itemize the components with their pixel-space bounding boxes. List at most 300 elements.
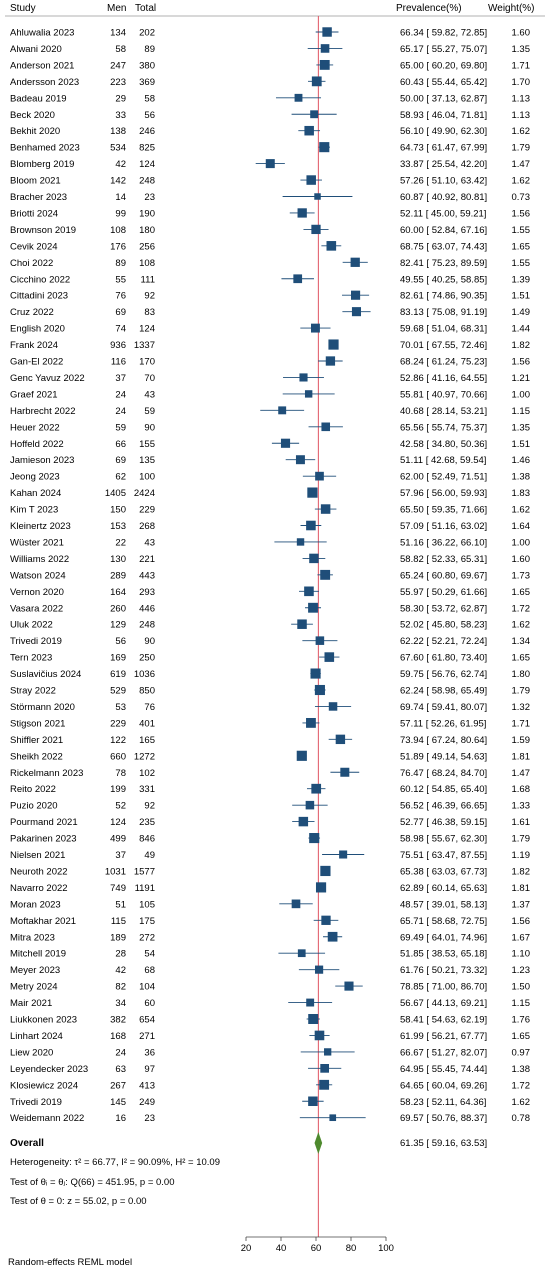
total-count: 413 bbox=[139, 1080, 155, 1092]
study-name: Jamieson 2023 bbox=[10, 455, 75, 467]
weight-value: 1.61 bbox=[511, 817, 530, 829]
prevalence-ci-text: 60.43 [ 55.44, 65.42] bbox=[400, 76, 488, 88]
prevalence-ci-text: 68.75 [ 63.07, 74.43] bbox=[400, 241, 488, 253]
weight-value: 1.65 bbox=[511, 1030, 530, 1042]
men-count: 130 bbox=[110, 553, 126, 565]
study-row bbox=[10, 784, 530, 795]
total-count: 56 bbox=[144, 109, 155, 121]
men-count: 29 bbox=[115, 93, 126, 105]
estimate-marker bbox=[308, 1014, 318, 1024]
men-count: 62 bbox=[115, 471, 126, 483]
men-count: 124 bbox=[110, 817, 126, 829]
estimate-marker bbox=[352, 307, 361, 316]
prevalence-ci-text: 58.41 [ 54.63, 62.19] bbox=[400, 1014, 488, 1026]
prevalence-ci-text: 66.67 [ 51.27, 82.07] bbox=[400, 1047, 488, 1059]
prevalence-ci-text: 70.01 [ 67.55, 72.46] bbox=[400, 340, 488, 352]
weight-value: 1.49 bbox=[511, 307, 530, 319]
estimate-marker bbox=[326, 356, 335, 365]
study-row bbox=[10, 1080, 530, 1091]
total-count: 1577 bbox=[133, 866, 155, 878]
study-row bbox=[10, 126, 530, 137]
study-row bbox=[10, 537, 530, 548]
weight-value: 1.44 bbox=[511, 323, 530, 335]
weight-value: 1.51 bbox=[511, 290, 530, 302]
men-count: 129 bbox=[110, 619, 126, 631]
study-name: Watson 2024 bbox=[10, 570, 66, 582]
estimate-marker bbox=[327, 241, 337, 251]
estimate-marker bbox=[328, 339, 338, 349]
study-row bbox=[10, 324, 530, 335]
study-row bbox=[10, 389, 530, 400]
estimate-marker bbox=[328, 932, 338, 942]
study-name: Andersson 2023 bbox=[10, 76, 80, 88]
prevalence-ci-text: 62.00 [ 52.49, 71.51] bbox=[400, 471, 488, 483]
prevalence-ci-text: 73.94 [ 67.24, 80.64] bbox=[400, 734, 488, 746]
weight-value: 1.19 bbox=[511, 850, 530, 861]
weight-value: 1.67 bbox=[511, 932, 530, 944]
weight-value: 1.64 bbox=[511, 521, 530, 532]
men-count: 56 bbox=[115, 636, 126, 648]
weight-value: 1.21 bbox=[511, 372, 530, 384]
total-count: 202 bbox=[139, 27, 155, 39]
study-row bbox=[10, 718, 530, 729]
weight-value: 1.79 bbox=[511, 142, 530, 154]
men-count: 260 bbox=[110, 603, 126, 615]
prevalence-ci-text: 58.82 [ 52.33, 65.31] bbox=[400, 553, 488, 565]
column-headers bbox=[10, 3, 535, 14]
weight-value: 1.50 bbox=[511, 981, 530, 993]
study-row bbox=[10, 487, 530, 499]
estimate-marker bbox=[309, 554, 318, 563]
men-count: 76 bbox=[115, 290, 126, 302]
total-count: 108 bbox=[139, 257, 155, 269]
weight-value: 1.47 bbox=[511, 767, 530, 779]
weight-value: 1.35 bbox=[511, 43, 530, 55]
men-count: 936 bbox=[110, 340, 126, 352]
weight-value: 1.39 bbox=[511, 274, 530, 286]
prevalence-ci-text: 66.34 [ 59.82, 72.85] bbox=[400, 27, 488, 39]
total-count: 825 bbox=[139, 142, 155, 154]
overall-label: Overall bbox=[10, 1138, 44, 1149]
men-count: 382 bbox=[110, 1014, 126, 1026]
study-row bbox=[10, 60, 530, 71]
study-row bbox=[10, 339, 530, 351]
weight-value: 1.10 bbox=[511, 948, 530, 960]
total-count: 850 bbox=[139, 685, 155, 697]
men-count: 267 bbox=[110, 1080, 126, 1092]
weight-value: 0.73 bbox=[511, 192, 530, 203]
prevalence-ci-text: 82.41 [ 75.23, 89.59] bbox=[400, 257, 488, 269]
total-count: 446 bbox=[139, 603, 155, 615]
study-row bbox=[10, 751, 530, 763]
study-name: Pakarinen 2023 bbox=[10, 833, 77, 845]
total-count: 1191 bbox=[134, 882, 155, 894]
prevalence-ci-text: 65.50 [ 59.35, 71.66] bbox=[400, 504, 488, 516]
study-name: Trivedi 2019 bbox=[10, 1096, 62, 1108]
weight-value: 1.55 bbox=[511, 224, 530, 236]
study-row bbox=[10, 652, 530, 663]
prevalence-ci-text: 65.71 [ 58.68, 72.75] bbox=[400, 915, 488, 927]
prevalence-ci-text: 65.24 [ 60.80, 69.67] bbox=[400, 570, 488, 582]
estimate-marker bbox=[310, 110, 318, 118]
study-row bbox=[10, 1014, 530, 1025]
study-row bbox=[10, 356, 530, 367]
weight-value: 1.51 bbox=[511, 438, 530, 450]
x-tick-label: 100 bbox=[378, 1243, 394, 1254]
study-rows bbox=[10, 27, 530, 1124]
x-axis-ticks bbox=[241, 1237, 394, 1254]
estimate-marker bbox=[306, 801, 315, 810]
estimate-marker bbox=[281, 439, 290, 448]
prevalence-ci-text: 50.00 [ 37.13, 62.87] bbox=[400, 93, 488, 105]
prevalence-ci-text: 59.75 [ 56.76, 62.74] bbox=[400, 669, 488, 681]
study-row bbox=[10, 504, 530, 515]
estimate-marker bbox=[324, 1048, 331, 1055]
study-row bbox=[10, 586, 530, 597]
estimate-marker bbox=[306, 521, 316, 531]
prevalence-ci-text: 51.11 [ 42.68, 59.54] bbox=[400, 455, 487, 467]
men-count: 108 bbox=[110, 224, 126, 236]
study-row bbox=[10, 521, 530, 532]
study-name: Suslavičius 2024 bbox=[10, 669, 82, 681]
study-row bbox=[10, 982, 530, 993]
study-row bbox=[10, 850, 530, 861]
total-count: 268 bbox=[139, 521, 155, 532]
study-row bbox=[10, 817, 530, 828]
men-count: 14 bbox=[115, 192, 126, 203]
estimate-marker bbox=[351, 258, 360, 267]
men-count: 78 bbox=[115, 767, 126, 779]
men-count: 529 bbox=[110, 685, 126, 697]
total-count: 124 bbox=[139, 159, 155, 171]
men-count: 289 bbox=[110, 570, 126, 582]
total-count: 271 bbox=[139, 1030, 155, 1042]
men-count: 52 bbox=[115, 800, 126, 812]
study-row bbox=[10, 570, 530, 581]
estimate-marker bbox=[305, 390, 312, 397]
total-count: 89 bbox=[144, 43, 155, 55]
study-row bbox=[10, 735, 530, 746]
weight-value: 1.76 bbox=[511, 1014, 530, 1026]
prevalence-ci-text: 55.97 [ 50.29, 61.66] bbox=[400, 586, 488, 598]
men-count: 37 bbox=[115, 372, 126, 384]
total-count: 1272 bbox=[133, 751, 155, 763]
estimate-marker bbox=[336, 735, 345, 744]
study-row bbox=[10, 142, 530, 154]
estimate-marker bbox=[315, 685, 325, 695]
study-name: Stigson 2021 bbox=[10, 718, 66, 730]
study-name: Mitchell 2019 bbox=[10, 948, 66, 960]
weight-value: 0.78 bbox=[511, 1113, 530, 1125]
weight-value: 1.00 bbox=[511, 389, 530, 401]
study-name: Tern 2023 bbox=[10, 652, 53, 664]
total-count: 59 bbox=[144, 405, 155, 417]
prevalence-ci-text: 52.02 [ 45.80, 58.23] bbox=[400, 619, 488, 631]
total-count: 293 bbox=[139, 586, 155, 598]
men-count: 150 bbox=[110, 504, 126, 516]
header-study: Study bbox=[10, 3, 36, 14]
men-count: 66 bbox=[115, 438, 126, 450]
study-row bbox=[10, 27, 530, 38]
weight-value: 1.82 bbox=[511, 340, 530, 352]
estimate-marker bbox=[299, 817, 308, 826]
prevalence-ci-text: 82.61 [ 74.86, 90.35] bbox=[400, 290, 488, 302]
header-men: Men bbox=[107, 3, 127, 14]
prevalence-ci-text: 65.56 [ 55.74, 75.37] bbox=[400, 422, 488, 434]
estimate-marker bbox=[319, 1080, 329, 1090]
study-name: Cicchino 2022 bbox=[10, 274, 71, 286]
estimate-marker bbox=[321, 44, 330, 53]
study-row bbox=[10, 422, 530, 433]
estimate-marker bbox=[316, 882, 326, 892]
total-count: 1036 bbox=[133, 669, 155, 681]
weight-value: 1.79 bbox=[511, 833, 530, 845]
study-name: Wüster 2021 bbox=[10, 537, 64, 549]
statistics-notes bbox=[10, 1157, 220, 1207]
study-name: Puzio 2020 bbox=[10, 800, 58, 812]
total-count: 135 bbox=[139, 455, 155, 467]
study-name: Vasara 2022 bbox=[10, 603, 64, 615]
weight-value: 1.81 bbox=[511, 882, 530, 894]
study-name: Williams 2022 bbox=[10, 553, 70, 565]
prevalence-ci-text: 57.26 [ 51.10, 63.42] bbox=[400, 175, 488, 187]
weight-value: 1.38 bbox=[511, 1063, 530, 1075]
prevalence-ci-text: 52.11 [ 45.00, 59.21] bbox=[400, 208, 487, 220]
men-count: 42 bbox=[115, 159, 126, 171]
men-count: 22 bbox=[115, 537, 126, 549]
total-count: 248 bbox=[139, 175, 155, 187]
weight-value: 1.73 bbox=[511, 570, 530, 582]
estimate-marker bbox=[293, 274, 302, 283]
estimate-marker bbox=[307, 487, 317, 497]
total-count: 111 bbox=[140, 274, 155, 286]
study-name: Reito 2022 bbox=[10, 784, 56, 796]
study-row bbox=[10, 472, 530, 483]
men-count: 42 bbox=[115, 965, 126, 977]
prevalence-ci-text: 58.23 [ 52.11, 64.36] bbox=[400, 1096, 487, 1108]
study-name: Ahluwalia 2023 bbox=[10, 27, 75, 39]
estimate-marker bbox=[320, 866, 330, 876]
total-count: 180 bbox=[139, 224, 155, 236]
men-count: 24 bbox=[115, 389, 126, 401]
study-name: Kahan 2024 bbox=[10, 488, 62, 500]
estimate-marker bbox=[306, 175, 316, 185]
study-row bbox=[10, 916, 530, 927]
weight-value: 1.62 bbox=[511, 175, 530, 187]
total-count: 331 bbox=[139, 784, 155, 796]
weight-value: 1.33 bbox=[511, 800, 530, 812]
weight-value: 1.15 bbox=[511, 998, 530, 1010]
prevalence-ci-text: 58.30 [ 53.72, 62.87] bbox=[400, 603, 488, 615]
study-name: Briotti 2024 bbox=[10, 208, 59, 220]
study-name: Kleinertz 2023 bbox=[10, 521, 71, 532]
men-count: 153 bbox=[110, 521, 126, 532]
prevalence-ci-text: 56.52 [ 46.39, 66.65] bbox=[400, 800, 488, 812]
overall-test-note: Test of θ = 0: z = 55.02, p = 0.00 bbox=[10, 1196, 147, 1207]
study-row bbox=[10, 1113, 530, 1124]
total-count: 102 bbox=[139, 767, 155, 779]
study-name: English 2020 bbox=[10, 323, 65, 335]
estimate-marker bbox=[315, 472, 324, 481]
estimate-marker bbox=[321, 504, 331, 514]
study-row bbox=[10, 93, 530, 104]
estimate-marker bbox=[311, 668, 321, 678]
total-count: 235 bbox=[139, 817, 155, 829]
estimate-marker bbox=[315, 1031, 325, 1041]
men-count: 223 bbox=[110, 76, 126, 88]
weight-value: 1.62 bbox=[511, 126, 530, 138]
total-count: 175 bbox=[139, 915, 155, 927]
total-count: 846 bbox=[139, 833, 155, 845]
weight-value: 1.65 bbox=[511, 586, 530, 598]
estimate-marker bbox=[304, 586, 314, 596]
study-name: Benhamed 2023 bbox=[10, 142, 80, 154]
estimate-marker bbox=[315, 966, 323, 974]
study-row bbox=[10, 603, 530, 614]
study-name: Liukkonen 2023 bbox=[10, 1014, 78, 1026]
men-count: 53 bbox=[115, 701, 126, 713]
prevalence-ci-text: 75.51 [ 63.47, 87.55] bbox=[400, 850, 488, 861]
prevalence-ci-text: 62.89 [ 60.14, 65.63] bbox=[400, 882, 488, 894]
total-count: 654 bbox=[139, 1014, 155, 1026]
men-count: 34 bbox=[115, 998, 126, 1010]
header-weight: Weight(%) bbox=[488, 3, 535, 14]
study-name: Nielsen 2021 bbox=[10, 850, 66, 861]
weight-value: 1.65 bbox=[511, 652, 530, 664]
study-name: Bloom 2021 bbox=[10, 175, 61, 187]
study-name: Mitra 2023 bbox=[10, 932, 55, 944]
prevalence-ci-text: 60.87 [ 40.92, 80.81] bbox=[400, 192, 488, 203]
study-row bbox=[10, 949, 530, 960]
men-count: 99 bbox=[115, 208, 126, 220]
men-count: 28 bbox=[115, 948, 126, 960]
study-row bbox=[10, 702, 530, 713]
study-row bbox=[10, 866, 530, 878]
total-count: 401 bbox=[139, 718, 155, 730]
total-count: 443 bbox=[139, 570, 155, 582]
weight-value: 1.59 bbox=[511, 734, 530, 746]
men-count: 24 bbox=[115, 405, 126, 417]
men-count: 55 bbox=[115, 274, 126, 286]
estimate-marker bbox=[312, 76, 322, 86]
estimate-marker bbox=[309, 833, 319, 843]
estimate-marker bbox=[322, 27, 331, 36]
total-count: 2424 bbox=[133, 488, 155, 500]
study-name: Navarro 2022 bbox=[10, 882, 68, 894]
study-row bbox=[10, 1047, 530, 1058]
study-name: Rickelmann 2023 bbox=[10, 767, 84, 779]
estimate-marker bbox=[311, 225, 320, 234]
prevalence-ci-text: 68.24 [ 61.24, 75.23] bbox=[400, 356, 488, 368]
total-count: 68 bbox=[144, 965, 155, 977]
prevalence-ci-text: 65.17 [ 55.27, 75.07] bbox=[400, 43, 488, 55]
estimate-marker bbox=[329, 1114, 336, 1121]
men-count: 1031 bbox=[104, 866, 126, 878]
prevalence-ci-text: 52.77 [ 46.38, 59.15] bbox=[400, 817, 488, 829]
total-count: 248 bbox=[139, 619, 155, 631]
total-count: 58 bbox=[144, 93, 155, 105]
study-row bbox=[10, 768, 530, 779]
overall-diamond bbox=[315, 1132, 323, 1154]
study-name: Stray 2022 bbox=[10, 685, 56, 697]
total-count: 100 bbox=[139, 471, 155, 483]
prevalence-ci-text: 67.60 [ 61.80, 73.40] bbox=[400, 652, 488, 664]
total-count: 369 bbox=[139, 76, 155, 88]
men-count: 51 bbox=[115, 899, 126, 911]
prevalence-ci-text: 55.81 [ 40.97, 70.66] bbox=[400, 389, 488, 401]
weight-value: 1.32 bbox=[511, 701, 530, 713]
study-row bbox=[10, 636, 530, 647]
prevalence-ci-text: 83.13 [ 75.08, 91.19] bbox=[400, 307, 488, 319]
total-count: 190 bbox=[139, 208, 155, 220]
total-count: 155 bbox=[139, 438, 155, 450]
total-count: 92 bbox=[144, 290, 155, 302]
men-count: 749 bbox=[110, 882, 126, 894]
men-count: 24 bbox=[115, 1047, 126, 1059]
prevalence-ci-text: 57.96 [ 56.00, 59.93] bbox=[400, 488, 488, 500]
estimate-marker bbox=[306, 999, 314, 1007]
prevalence-ci-text: 60.00 [ 52.84, 67.16] bbox=[400, 224, 488, 236]
prevalence-ci-text: 57.09 [ 51.16, 63.02] bbox=[400, 521, 488, 532]
estimate-marker bbox=[340, 768, 349, 777]
men-count: 37 bbox=[115, 850, 126, 861]
weight-value: 1.38 bbox=[511, 471, 530, 483]
study-name: Blomberg 2019 bbox=[10, 159, 75, 171]
study-name: Meyer 2023 bbox=[10, 965, 61, 977]
study-name: Bekhit 2020 bbox=[10, 126, 61, 138]
prevalence-ci-text: 64.65 [ 60.04, 69.26] bbox=[400, 1080, 488, 1092]
study-name: Gan-El 2022 bbox=[10, 356, 64, 368]
study-row bbox=[10, 668, 530, 680]
study-name: Frank 2024 bbox=[10, 340, 59, 352]
header-total: Total bbox=[135, 3, 157, 14]
study-row bbox=[10, 685, 530, 697]
estimate-marker bbox=[321, 916, 330, 925]
weight-value: 1.70 bbox=[511, 76, 530, 88]
prevalence-ci-text: 56.67 [ 44.13, 69.21] bbox=[400, 998, 488, 1010]
estimate-marker bbox=[324, 652, 334, 662]
total-count: 43 bbox=[144, 389, 155, 401]
study-name: Trivedi 2019 bbox=[10, 636, 62, 648]
study-name: Graef 2021 bbox=[10, 389, 58, 401]
estimate-marker bbox=[304, 126, 314, 136]
men-count: 69 bbox=[115, 307, 126, 319]
men-count: 499 bbox=[110, 833, 126, 845]
study-row bbox=[10, 110, 530, 121]
study-name: Leyendecker 2023 bbox=[10, 1063, 89, 1075]
weight-value: 1.46 bbox=[511, 455, 530, 467]
weight-value: 1.65 bbox=[511, 241, 530, 253]
total-count: 43 bbox=[144, 537, 155, 549]
weight-value: 1.80 bbox=[511, 669, 530, 681]
prevalence-ci-text: 51.89 [ 49.14, 54.63] bbox=[400, 751, 488, 763]
total-count: 83 bbox=[144, 307, 155, 319]
study-name: Störmann 2020 bbox=[10, 701, 75, 713]
total-count: 49 bbox=[144, 850, 155, 861]
men-count: 82 bbox=[115, 981, 126, 993]
study-name: Neuroth 2022 bbox=[10, 866, 68, 878]
men-count: 58 bbox=[115, 43, 126, 55]
prevalence-ci-text: 69.74 [ 59.41, 80.07] bbox=[400, 701, 488, 713]
men-count: 199 bbox=[110, 784, 126, 796]
men-count: 660 bbox=[110, 751, 126, 763]
men-count: 16 bbox=[115, 1113, 126, 1125]
estimate-marker bbox=[320, 60, 330, 70]
total-count: 54 bbox=[144, 948, 155, 960]
study-row bbox=[10, 258, 530, 269]
total-count: 170 bbox=[139, 356, 155, 368]
estimate-marker bbox=[296, 455, 305, 464]
